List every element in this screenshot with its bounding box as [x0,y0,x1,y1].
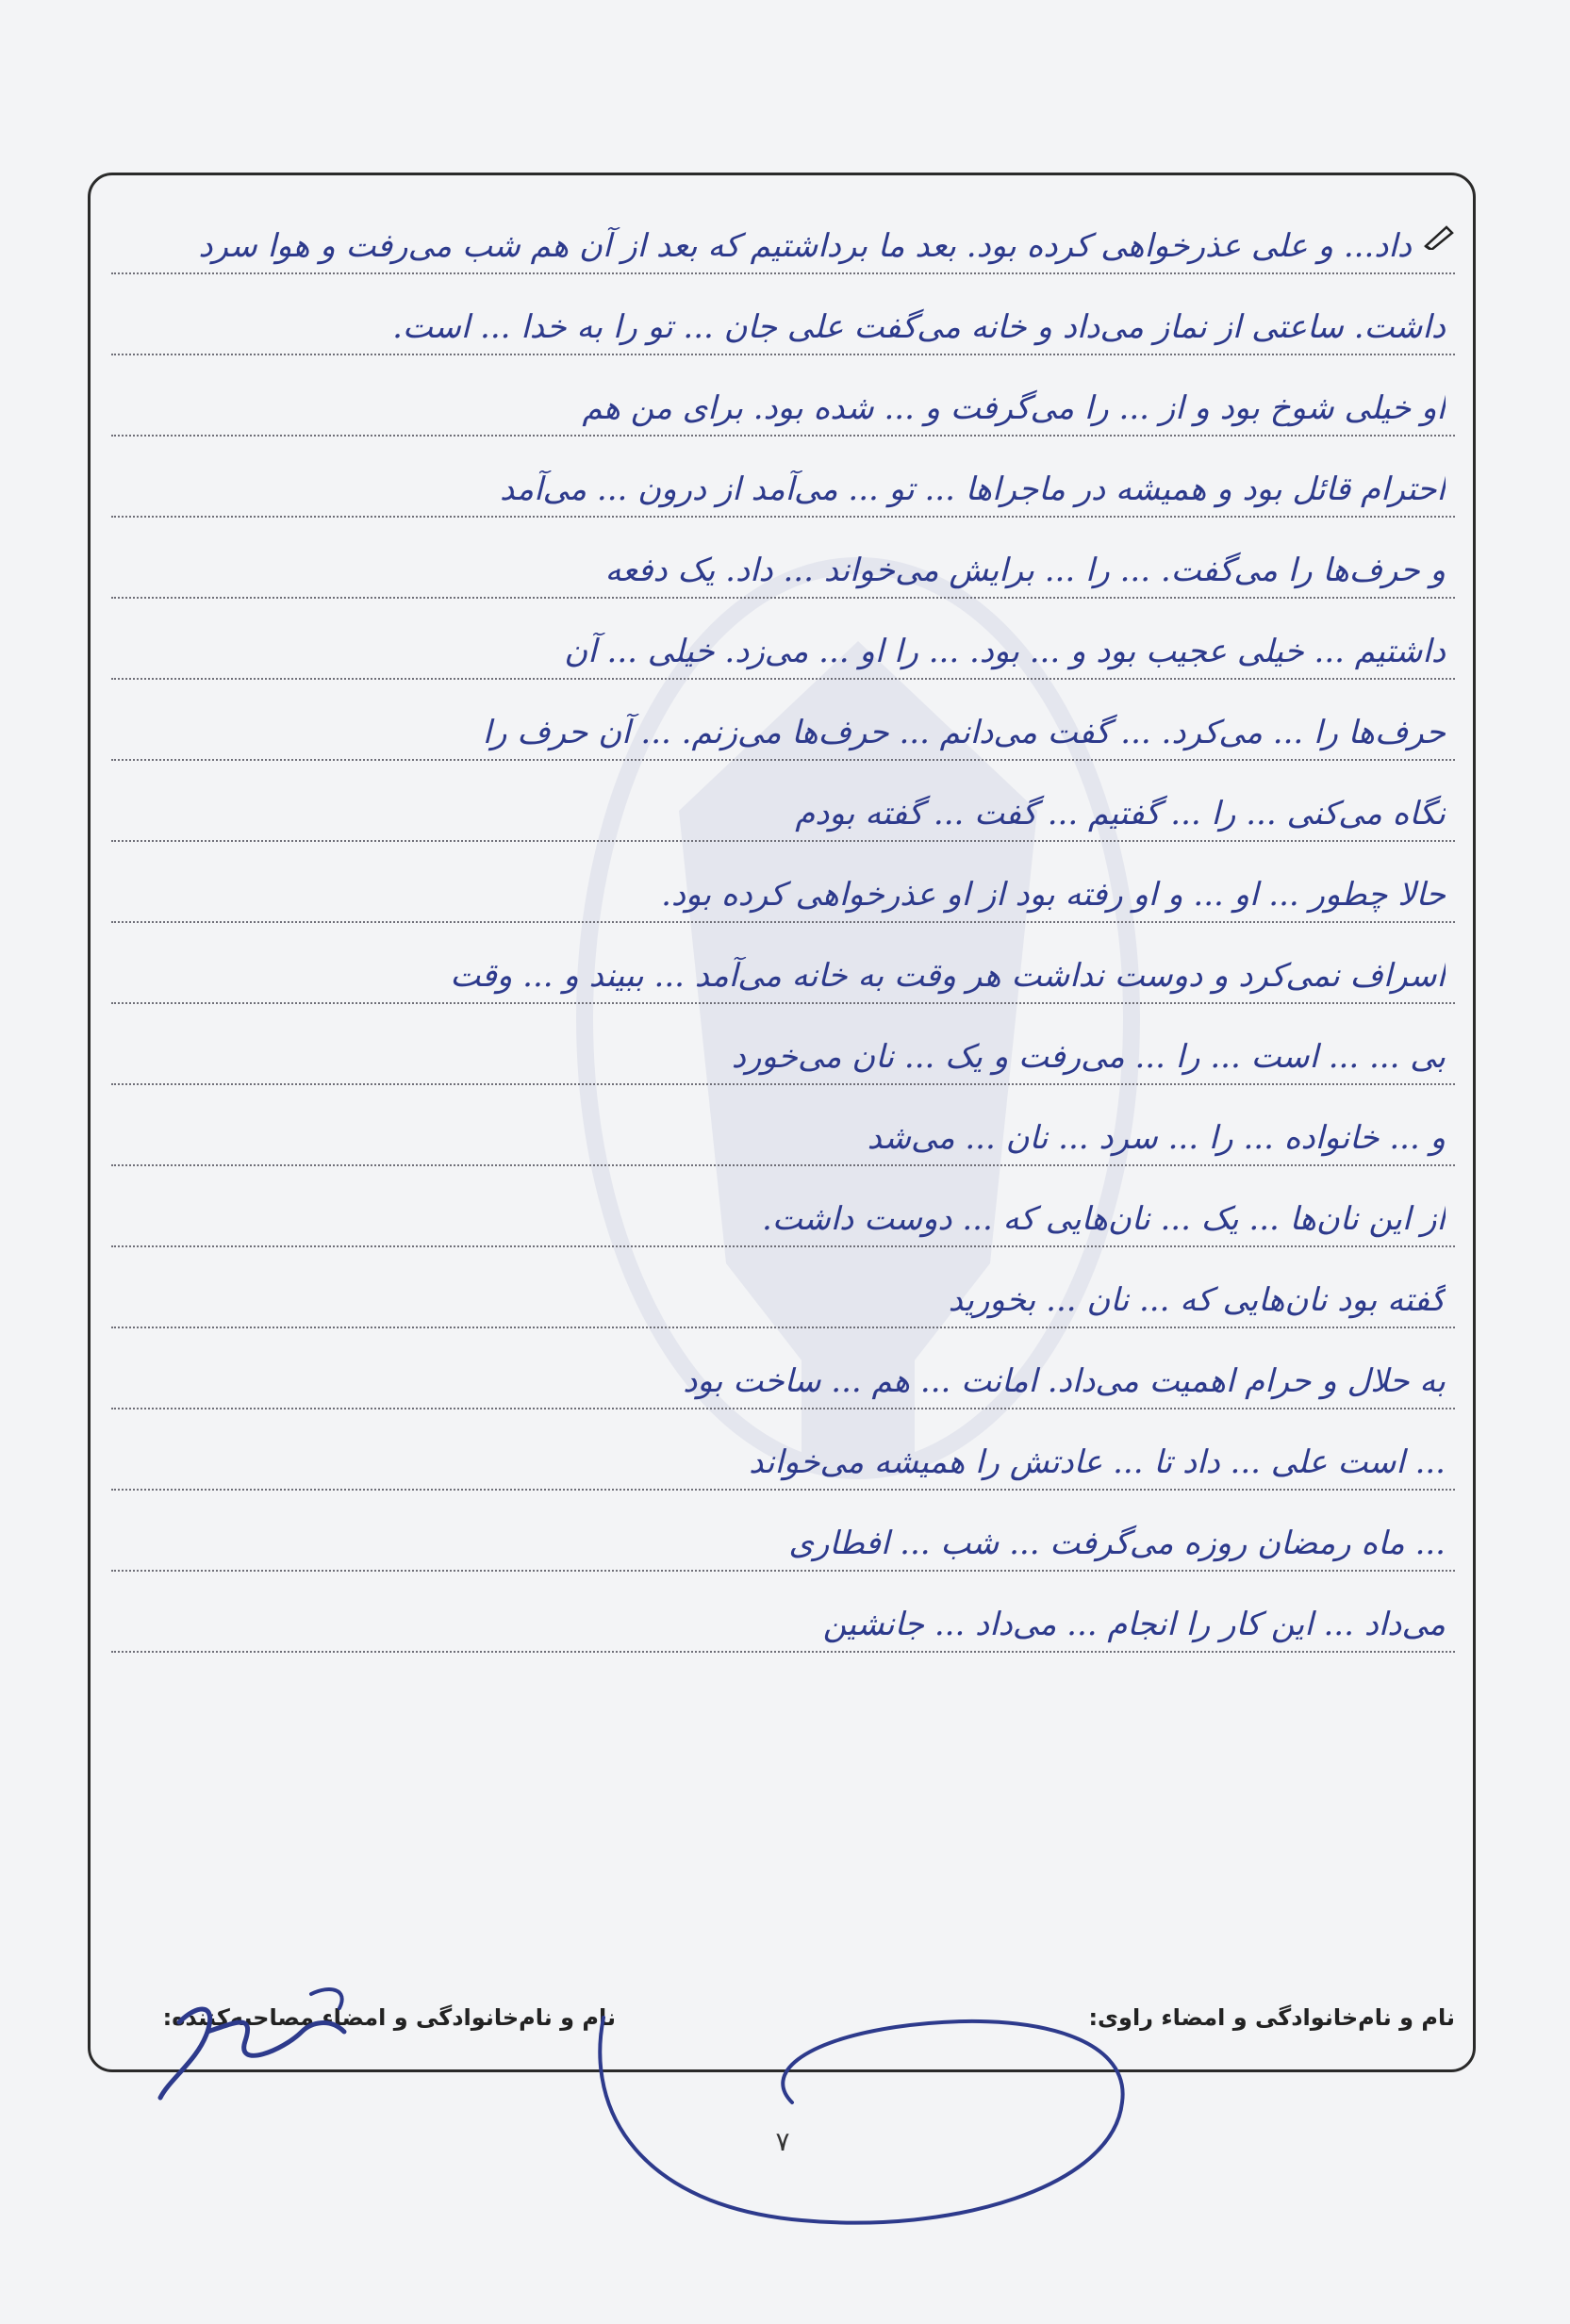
text-line [111,1004,1455,1085]
line-text: نگاه می‌کنی ... را ... گفتیم ... گفت ... گفته بودم [795,795,1446,832]
narrator-signature-label: نام و نام‌خانوادگی و امضاء راوی: [1088,2004,1455,2031]
line-text: داشت. ساعتی از نماز می‌داد و خانه می‌گفت علی جان ... تو را به خدا ... است. [392,308,1446,346]
line-text: به حلال و حرام اهمیت می‌داد. امانت ... هم ... ساخت بود [683,1362,1446,1400]
text-line [111,437,1455,518]
text-line [111,355,1455,437]
text-line [111,518,1455,599]
line-text: حرف‌ها را ... می‌کرد. ... گفت می‌دانم ... حرف‌ها می‌زنم. ... آن حرف را [482,714,1446,751]
text-line [111,1247,1455,1328]
text-line [111,1572,1455,1653]
line-text: ... است علی ... داد تا ... عادتش را همیشه می‌خواند [749,1443,1446,1481]
text-line [111,842,1455,923]
line-text: ... ماه رمضان روزه می‌گرفت ... شب ... افطاری [788,1525,1446,1562]
text-line [111,1166,1455,1247]
text-line [111,1409,1455,1491]
text-line [111,923,1455,1004]
interviewer-signature-label: نام و نام‌خانوادگی و امضاء مصاحبه‌کننده: [162,2004,616,2031]
line-text: و ... خانواده ... را ... سرد ... نان ... می‌شد [867,1119,1446,1157]
text-line [111,1085,1455,1166]
line-text: داد... و علی عذرخواهی کرده بود. بعد ما برداشتیم که بعد از آن هم شب می‌رفت و هوا سرد [198,227,1412,265]
handwritten-text-area [111,193,1455,1653]
pen-icon [1424,222,1454,250]
line-text: احترام قائل بود و همیشه در ماجراها ... تو ... می‌آمد از درون ... می‌آمد [500,470,1446,508]
line-text: بی‌ ... ... است ... را ... می‌رفت و یک ... نان می‌خورد [731,1038,1446,1076]
text-line [111,1491,1455,1572]
signature-labels [111,1997,1455,2038]
text-line [111,1328,1455,1409]
line-text: داشتیم ... خیلی عجیب بود و ... بود. ... را او ... می‌زد. خیلی ... آن [564,633,1446,670]
line-text: او خیلی شوخ بود و از ... را می‌گرفت و ... شده بود. برای من هم [582,389,1446,427]
page-number: ۷ [775,2126,790,2157]
line-text: اسراف نمی‌کرد و دوست نداشت هر وقت به خانه می‌آمد ... ببیند و ... وقت [450,957,1446,995]
text-line [111,193,1455,274]
line-text: و حرف‌ها را می‌گفت. ... را ... برایش می‌خواند ... داد. یک دفعه [604,552,1446,589]
text-line [111,599,1455,680]
line-text: گفته بود نان‌هایی که ... نان ... بخورید [948,1281,1446,1319]
text-line [111,680,1455,761]
text-line [111,761,1455,842]
text-line [111,274,1455,355]
line-text: می‌داد ... این کار را انجام ... می‌داد ... جانشین [822,1606,1446,1643]
line-text: از این نان‌ها ... یک ... نان‌هایی که ... دوست داشت. [762,1200,1446,1238]
line-text: حالا چطور ... او ... و او رفته بود از او عذرخواهی کرده بود. [661,876,1446,914]
